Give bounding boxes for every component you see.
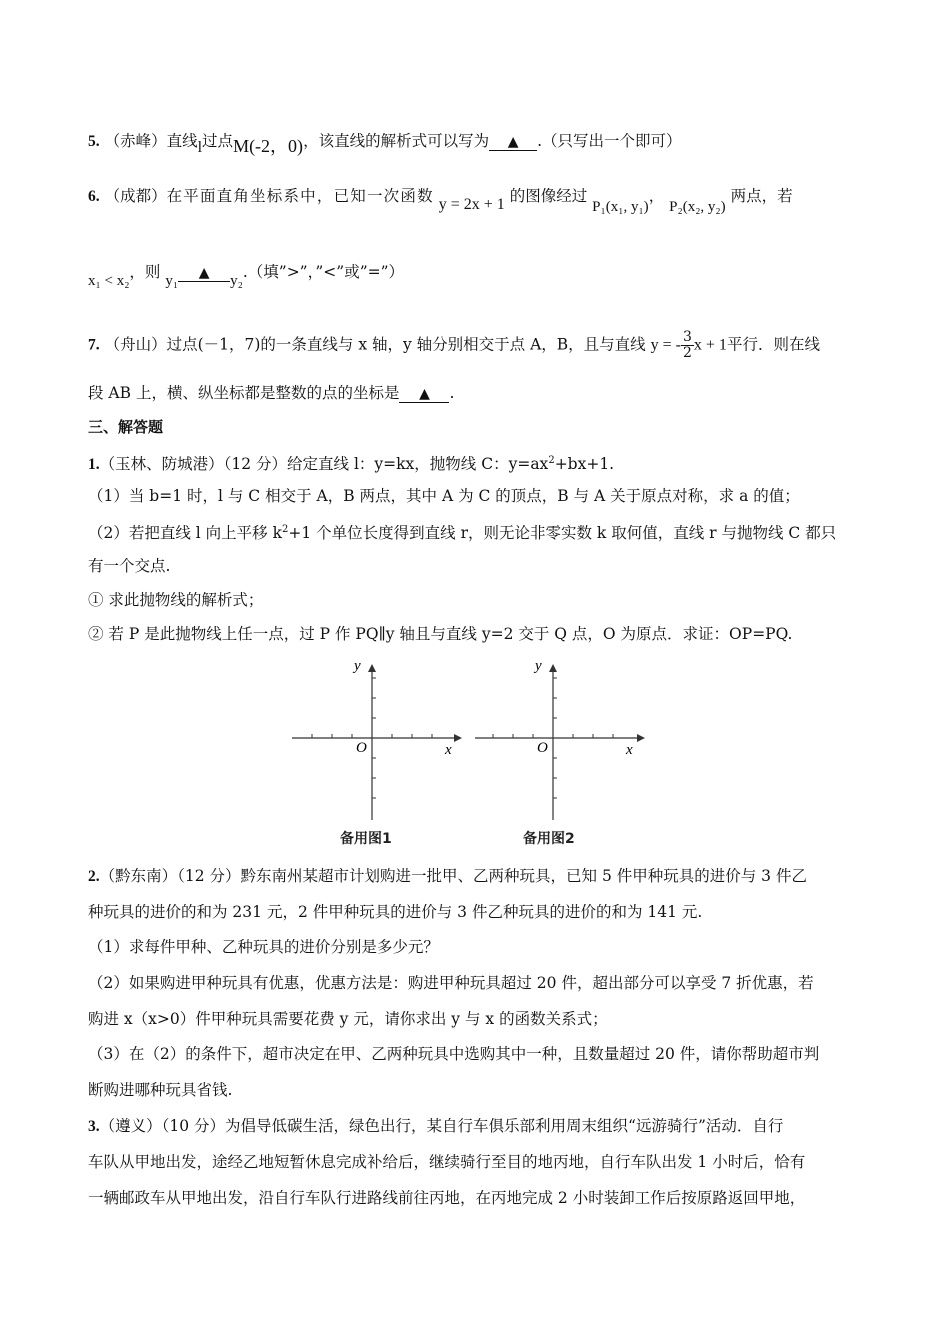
problem-3-line: 一辆邮政车从甲地出发，沿自行车队行进路线前往丙地，在丙地完成 2 小时装卸工作后按原路返回甲地，: [88, 1189, 806, 1207]
y-axis-label: y: [535, 658, 542, 674]
problem-1: [88, 451, 870, 475]
question-text: ，则: [129, 263, 161, 281]
question-7: [88, 330, 870, 361]
question-text: （玉林、防城港）（12 分）给定直线 l：y=kx，抛物线 C：y=ax: [99, 455, 549, 474]
problem-2-line: 种玩具的进价的和为 231 元，2 件甲种玩具的进价与 3 件乙种玩具的进价的和为 141 元.: [88, 903, 703, 921]
problem-2-part-1: （1）求每件甲种、乙种玩具的进价分别是多少元？: [88, 938, 439, 956]
question-text: 段 AB 上，横、纵坐标都是整数的点的坐标是: [88, 384, 400, 402]
separator: ，: [648, 187, 665, 205]
problem-1-part-1: （1）当 b=1 时，l 与 C 相交于 A，B 两点，其中 A 为 C 的顶点，B 与 A 关于原点对称，求 a 的值；: [88, 487, 800, 505]
question-source: （赤峰）: [104, 132, 167, 150]
math-symbol: y₁: [165, 273, 179, 289]
superscript: 2: [282, 524, 289, 535]
math-symbol: l: [197, 139, 203, 156]
axes-diagram: [290, 650, 470, 850]
figure-2: [473, 650, 653, 850]
question-number: 7.: [88, 336, 100, 354]
question-text: .（只写出一个即可）: [537, 132, 682, 150]
math-symbol: y₂: [230, 273, 243, 289]
question-text: 直线: [166, 132, 198, 150]
problem-1-part-2-cont: 有一个交点.: [88, 557, 171, 575]
x-axis-label: x: [445, 742, 452, 758]
question-text: .: [449, 384, 455, 402]
problem-2-part-3-cont: 断购进哪种玩具省钱.: [88, 1081, 233, 1099]
answer-blank: ▲: [399, 385, 449, 403]
question-number: 3.: [88, 1118, 100, 1135]
question-source: （成都）: [104, 187, 167, 205]
figure-caption: 备用图1: [340, 831, 392, 847]
question-number: 6.: [88, 188, 100, 205]
math-expression: y = 2x + 1: [438, 196, 505, 213]
superscript: 2: [548, 455, 555, 466]
math-expression: M(-2，0): [233, 136, 304, 156]
y-axis-label: y: [354, 658, 361, 674]
problem-2-part-3: （3）在（2）的条件下，超市决定在甲、乙两种玩具中选购其中一种，且数量超过 20 件，请你帮助超市判: [88, 1045, 820, 1063]
question-5: [88, 130, 870, 156]
figures: [290, 650, 660, 850]
origin-label: O: [537, 740, 548, 756]
problem-2-part-2: （2）如果购进甲种玩具有优惠，优惠方法是：购进甲种玩具超过 20 件，超出部分可以享受 7 折优惠，若: [88, 974, 814, 992]
question-text: 在平面直角坐标系中，已知一次函数: [166, 187, 434, 205]
problem-1-subpart-1: ① 求此抛物线的解析式；: [88, 591, 264, 609]
question-7-cont: [88, 383, 870, 403]
question-6-cont: [88, 262, 870, 289]
question-number: 2.: [88, 868, 100, 885]
problem-3: [88, 1116, 870, 1137]
question-text: 两点，若: [730, 187, 793, 205]
question-text: ，该直线的解析式可以写为: [303, 132, 490, 150]
question-text: 的图像经过: [509, 187, 588, 205]
axes-diagram: [473, 650, 653, 850]
math-expression: y = -: [650, 336, 681, 354]
question-6: [88, 186, 870, 215]
question-text: .（填”>”，”<”或”=”）: [242, 263, 405, 281]
question-number: 5.: [88, 133, 100, 150]
problem-1-part-2: [88, 520, 870, 543]
problem-1-subpart-2: ② 若 P 是此抛物线上任一点，过 P 作 PQ∥y 轴且与直线 y=2 交于 Q 点，O 为原点．求证：OP=PQ.: [88, 625, 793, 643]
question-text: 过点(－1，7)的一条直线与 x 轴，y 轴分别相交于点 A，B，且与直线: [166, 335, 646, 354]
question-number: 1.: [88, 456, 100, 474]
figure-caption: 备用图2: [523, 831, 575, 847]
question-text: （2）若把直线 l 向上平移 k: [88, 524, 282, 543]
answer-blank: ▲: [489, 133, 537, 151]
section-heading: 三、解答题: [88, 418, 164, 436]
answer-blank: ▲: [178, 264, 230, 282]
question-text: （遵义）（10 分）为倡导低碳生活，绿色出行，某自行车俱乐部利用周末组织“远游骑行”活动．自行: [99, 1117, 784, 1135]
question-text: （黔东南）（12 分）黔东南州某超市计划购进一批甲、乙两种玩具，已知 5 件甲种玩具的进价与 3 件乙: [99, 867, 807, 885]
fraction: $\frac{3}{2}$: [682, 329, 692, 361]
question-text: 过点: [202, 132, 234, 150]
question-source: （舟山）: [104, 335, 167, 354]
problem-2-part-2-cont: 购进 x（x>0）件甲种玩具需要花费 y 元，请你求出 y 与 x 的函数关系式；: [88, 1010, 608, 1028]
math-expression: x + 1: [693, 336, 727, 354]
math-expression: x₁ < x₂: [88, 273, 130, 289]
question-text: +bx+1.: [554, 455, 615, 474]
math-expression: P₂(x₂, y₂): [669, 199, 726, 215]
figure-1: [290, 650, 470, 850]
origin-label: O: [356, 740, 367, 756]
question-text: 平行．则在线: [726, 335, 820, 354]
x-axis-label: x: [626, 742, 633, 758]
question-text: +1 个单位长度得到直线 r，则无论非零实数 k 取何值，直线 r 与抛物线 C 都只: [288, 524, 837, 543]
problem-2: [88, 866, 870, 887]
problem-3-line: 车队从甲地出发，途经乙地短暂休息完成补给后，继续骑行至目的地丙地，自行车队出发 1 小时后，恰有: [88, 1153, 806, 1171]
math-expression: P₁(x₁, y₁): [592, 199, 649, 215]
